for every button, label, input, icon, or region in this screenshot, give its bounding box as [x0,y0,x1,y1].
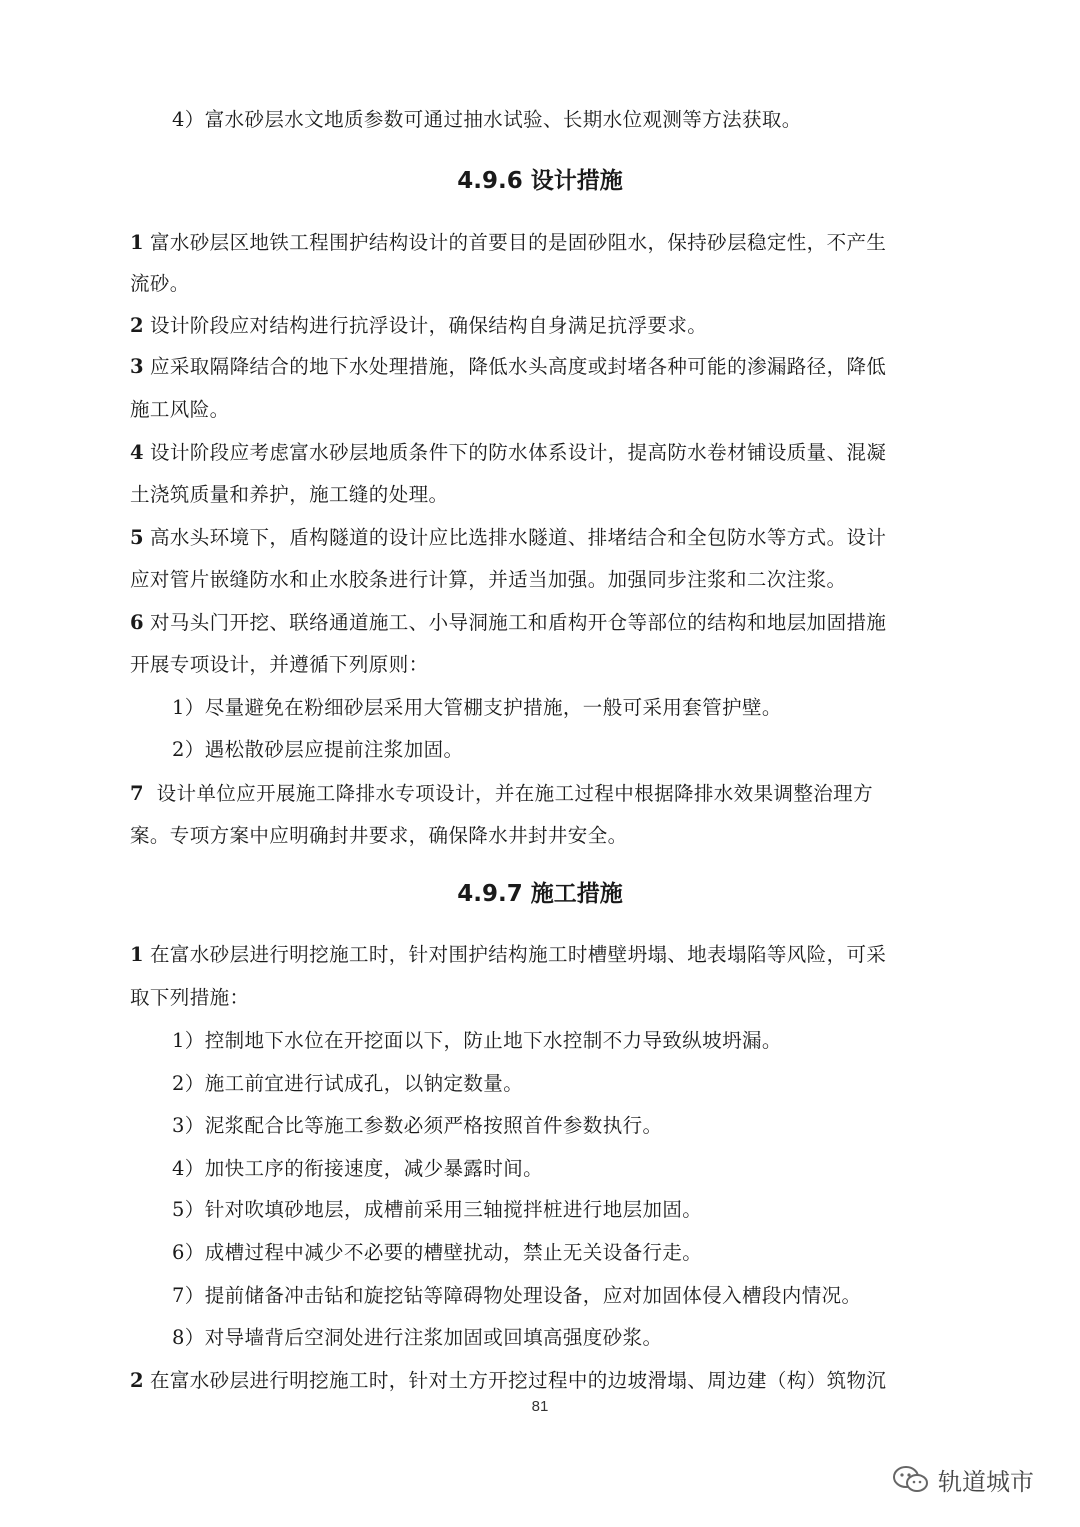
construction-subitem: 2）施工前宜进行试成孔，以钠定数量。 [172,1072,524,1095]
design-item-2 [130,313,707,339]
page-number: 81 [531,1398,549,1415]
design-item-1 [130,230,886,256]
watermark [892,1462,1034,1497]
item-text: 在富水砂层进行明挖施工时，针对围护结构施工时槽壁坍塌、地表塌陷等风险，可采 [149,943,887,966]
item-number: 3 [130,355,144,378]
watermark-text: 轨道城市 [938,1468,1034,1496]
construction-subitem: 6）成槽过程中减少不必要的槽壁扰动，禁止无关设备行走。 [172,1241,703,1264]
design-item-3-cont: 施工风险。 [130,398,230,421]
item-text: 设计阶段应考虑富水砂层地质条件下的防水体系设计，提高防水卷材铺设质量、混凝 [149,441,887,464]
design-item-5 [130,525,886,551]
construction-item-1-cont: 取下列措施： [130,986,250,1009]
item-number: 4 [130,441,144,464]
item-text: 对马头门开挖、联络通道施工、小导洞施工和盾构开仓等部位的结构和地层加固措施 [149,611,887,634]
construction-subitem: 7）提前储备冲击钻和旋挖钻等障碍物处理设备，应对加固体侵入槽段内情况。 [172,1284,862,1307]
item-text: 富水砂层区地铁工程围护结构设计的首要目的是固砂阻水，保持砂层稳定性，不产生 [149,231,887,254]
item-number: 1 [130,231,144,254]
design-item-4 [130,440,886,466]
design-subitem-2: 2）遇松散砂层应提前注浆加固。 [172,738,464,761]
construction-item-2 [130,1368,886,1394]
design-item-6 [130,610,886,636]
item-number: 6 [130,611,144,634]
section-heading-4-9-7: 4.9.7 施工措施 [457,881,623,907]
item-number: 7 [130,782,144,805]
item-number: 2 [130,314,144,337]
construction-subitem: 5）针对吹填砂地层，成槽前采用三轴搅拌桩进行地层加固。 [172,1198,703,1221]
design-item-6-cont: 开展专项设计，并遵循下列原则： [130,653,429,676]
construction-subitem: 3）泥浆配合比等施工参数必须严格按照首件参数执行。 [172,1114,663,1137]
intro-item: 4）富水砂层水文地质参数可通过抽水试验、长期水位观测等方法获取。 [172,108,802,131]
item-text: 在富水砂层进行明挖施工时，针对土方开挖过程中的边坡滑塌、周边建（构）筑物沉 [149,1369,887,1392]
item-number: 5 [130,526,144,549]
design-subitem-1: 1）尽量避免在粉细砂层采用大管棚支护措施，一般可采用套管护壁。 [172,696,782,719]
wechat-icon [892,1464,930,1496]
item-number: 2 [130,1369,144,1392]
item-text: 高水头环境下，盾构隧道的设计应比选排水隧道、排堵结合和全包防水等方式。设计 [149,526,887,549]
design-item-7 [130,781,873,807]
construction-subitem: 8）对导墙背后空洞处进行注浆加固或回填高强度砂浆。 [172,1326,663,1349]
item-text: 设计单位应开展施工降排水专项设计，并在施工过程中根据降排水效果调整治理方 [149,782,873,805]
design-item-1-cont: 流砂。 [130,272,190,295]
design-item-7-cont: 案。专项方案中应明确封井要求，确保降水井封井安全。 [130,824,628,847]
construction-item-1 [130,942,886,968]
section-heading-4-9-6: 4.9.6 设计措施 [457,168,623,194]
construction-subitem: 1）控制地下水位在开挖面以下，防止地下水控制不力导致纵坡坍漏。 [172,1029,782,1052]
item-text: 应采取隔降结合的地下水处理措施，降低水头高度或封堵各种可能的渗漏路径，降低 [149,355,887,378]
design-item-3 [130,354,886,380]
design-item-4-cont: 土浇筑质量和养护，施工缝的处理。 [130,483,449,506]
design-item-5-cont: 应对管片嵌缝防水和止水胶条进行计算，并适当加强。加强同步注浆和二次注浆。 [130,568,847,591]
construction-subitem: 4）加快工序的衔接速度，减少暴露时间。 [172,1157,544,1180]
item-text: 设计阶段应对结构进行抗浮设计，确保结构自身满足抗浮要求。 [149,314,708,337]
item-number: 1 [130,943,144,966]
